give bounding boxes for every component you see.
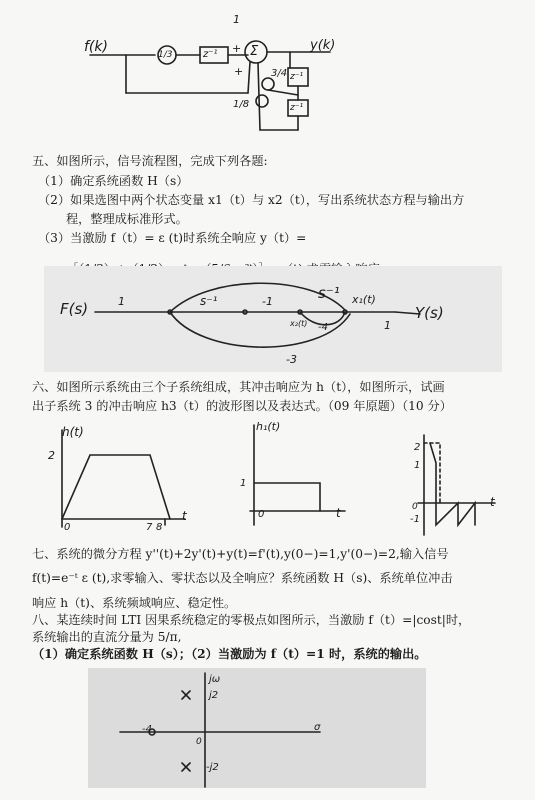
fig2-x1: x₁(t) <box>352 293 376 306</box>
q6-line1: 六、如图所示系统由三个子系统组成，其冲击响应为 h（t），如图所示，试画 <box>32 380 445 394</box>
signal-flow-graph <box>0 262 535 382</box>
fig1-sum-symbol: Σ <box>250 44 259 59</box>
q7-line1: 七、系统的微分方程 y''(t)+2y'(t)+y(t)=f'(t),y(0−)=1,y'(0−)=2,输入信号 <box>32 547 449 561</box>
fig3-t8: 8 <box>156 522 163 533</box>
fig6-j2: j2 <box>209 690 219 701</box>
q5-item2-line1: （2）如果选图中两个状态变量 x1（t）与 x2（t），写出系统状态方程与输出方 <box>38 193 465 207</box>
q7-line3: 响应 h（t)、系统频域响应、稳定性。 <box>32 596 237 610</box>
q6-line2: 出子系统 3 的冲击响应 h3（t）的波形图以及表达式。（09 年原题）（10 分） <box>32 399 452 413</box>
fig3-t7: 7 <box>146 522 153 533</box>
q8-line1: 八、某连续时间 LTI 因果系统稳定的零极点如图所示，当激励 f（t）=|cost|时， <box>32 613 471 627</box>
fig2-branch-s1b: s⁻¹ <box>318 284 340 302</box>
q5-item1: （1）确定系统函数 H（s） <box>38 174 189 188</box>
fig6-neg-j2: -j2 <box>206 762 219 773</box>
fig1-input-label: f(k) <box>84 39 108 55</box>
fig1-output-label: y(k) <box>310 38 336 53</box>
q7-line2: f(t)=e⁻ᵗ ε (t),求零输入、零状态以及全响应？系统函数 H（s)、系统单位冲击 <box>32 571 453 585</box>
fig3-tlabel: t <box>182 509 187 523</box>
fig5-origin: 0 <box>412 502 418 512</box>
fig1-gain-34: 3/4 <box>271 68 288 79</box>
q5-item2-line2: 程，整理成标准形式。 <box>66 212 188 226</box>
fig1-delay-a: z⁻¹ <box>203 49 218 60</box>
fig2-branch-s1: s⁻¹ <box>200 294 218 308</box>
fig6-sigma: σ <box>314 722 321 733</box>
fig2-branch-neg3: -3 <box>286 353 297 366</box>
fig3-ylabel: h(t) <box>62 425 84 439</box>
fig2-input: F(s) <box>60 300 89 318</box>
fig4-tlabel: t <box>336 506 341 520</box>
fig5-two: 2 <box>414 442 421 453</box>
fig4-ylabel: h₁(t) <box>256 420 281 433</box>
fig1-unit-label: 1 <box>233 13 240 26</box>
fig3-origin: 0 <box>64 522 71 533</box>
fig5-neg1: -1 <box>410 514 420 525</box>
q5-heading: 五、如图所示，信号流程图，完成下列各题: <box>32 154 268 168</box>
fig1-gain-input: 1/3 <box>158 50 173 60</box>
fig1-plus-top: + <box>232 42 242 55</box>
fig4-one: 1 <box>240 478 247 489</box>
fig3-y2: 2 <box>48 449 55 462</box>
fig4-origin: 0 <box>258 509 265 520</box>
fig2-branch-1b: 1 <box>384 319 391 332</box>
fig2-branch-1: 1 <box>118 295 125 308</box>
q8-line3: （1）确定系统函数 H（s）；（2）当激励为 f（t）=1 时，系统的输出。 <box>32 647 427 661</box>
fig6-jw-label: jω <box>209 674 221 685</box>
fig2-output: Y(s) <box>415 304 444 322</box>
fig1-delay-c: z⁻¹ <box>290 103 304 113</box>
fig5-one: 1 <box>414 460 421 471</box>
impulse-response-saw <box>0 415 535 545</box>
fig1-gain-18: 1/8 <box>233 99 250 110</box>
pole-zero-plot <box>0 665 535 795</box>
fig6-origin: 0 <box>196 737 202 747</box>
block-diagram-figure <box>0 0 535 150</box>
fig5-tlabel: t <box>490 495 495 509</box>
fig2-branch-neg4: -4 <box>318 322 328 333</box>
q5-item3: （3）当激励 f（t）= ε (t)时系统全响应 y（t）= <box>38 231 307 245</box>
fig2-x2: x₂(t) <box>290 319 308 328</box>
fig6-neg4: -4 <box>142 724 152 735</box>
fig2-branch-neg1: -1 <box>262 295 273 308</box>
q8-line2: 系统输出的直流分量为 5/π, <box>32 630 182 644</box>
fig1-plus-bottom: + <box>234 65 244 78</box>
fig1-delay-b: z⁻¹ <box>290 72 304 82</box>
